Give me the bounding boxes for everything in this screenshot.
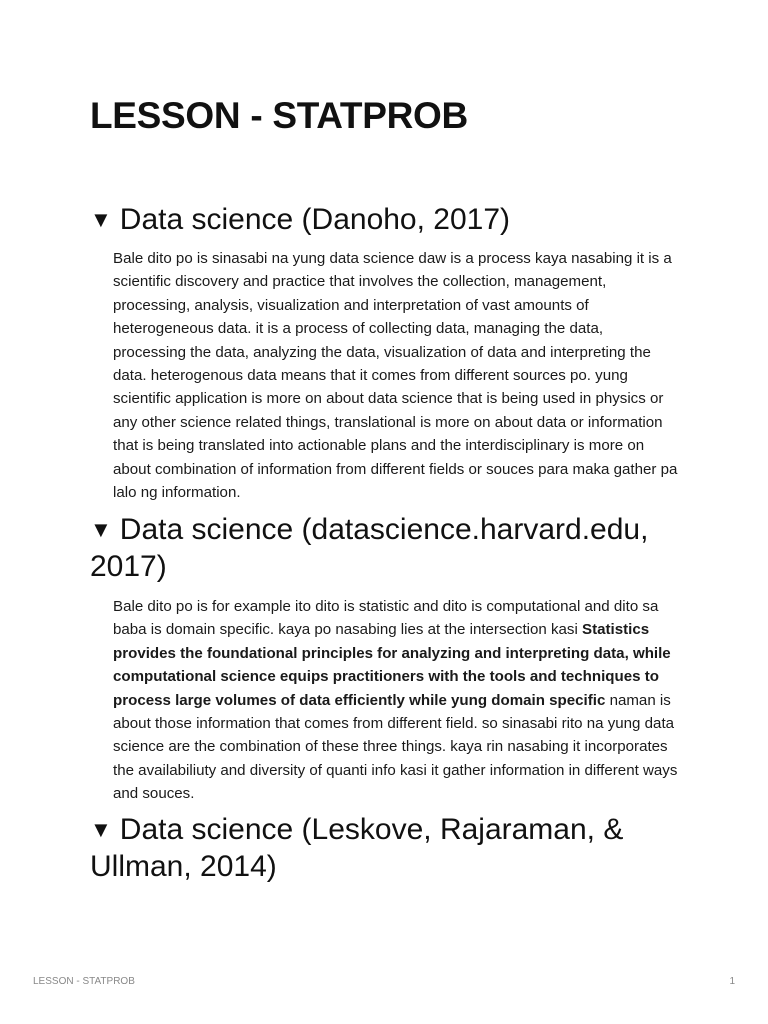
footer-page-number: 1 <box>729 976 735 987</box>
toggle-body-danoho: Bale dito po is sinasabi na yung data science daw is a process kaya nasabing it is a scientific discovery and practice that involves the collection, management, processing, analysis, visualization and interpretation of vast amounts of heterogeneous data. it is a process of collecting data, managing the data, processing the data, analyzing the data, visualization of data and interpreting the data. heterogenous data means that it comes from different sources po. yung scientific application is more on about data science that is being used in physics or any other science related things, translational is more on about data or information that is being translated into actionable plans and the interdisciplinary is more on about combination of information from different fields or souces para maka gather pa lalo ng information. <box>113 250 678 502</box>
triangle-down-icon[interactable]: ▼ <box>90 207 112 232</box>
footer-title: LESSON - STATPROB <box>33 976 135 987</box>
triangle-down-icon[interactable]: ▼ <box>90 517 112 542</box>
body-text-rest: naman is about those information that comes from different field. so sinasabi rito na yung data science are the combination of these three things. kaya rin nasabing it incorporates the availabiliuty and diversity of quanti info kasi it gather information in different ways and souces. <box>113 691 678 803</box>
page-title: LESSON - STATPROB <box>90 95 468 136</box>
triangle-down-icon[interactable]: ▼ <box>90 817 112 842</box>
toggle-heading-leskove[interactable] <box>90 811 690 885</box>
toggle-heading-label: Data science (Leskove, Rajaraman, & Ullman, 2014) <box>90 813 624 883</box>
toggle-heading-danoho[interactable] <box>90 201 690 238</box>
toggle-heading-label: Data science (datascience.harvard.edu, 2017) <box>90 513 649 583</box>
toggle-heading-harvard[interactable] <box>90 511 690 585</box>
body-text-intro: Bale dito po is for example ito dito is statistic and dito is computational and dito sa baba is domain specific. kaya po nasabing lies at the intersection kasi <box>113 598 659 639</box>
body-text-bold: Statistics provides the foundational principles for analyzing and interpreting data, while computational science equips practitioners with the tools and techniques to process large volumes of data efficiently while yung domain specific <box>113 621 671 709</box>
toggle-body-harvard <box>113 595 679 806</box>
toggle-heading-label: Data science (Danoho, 2017) <box>119 203 511 236</box>
